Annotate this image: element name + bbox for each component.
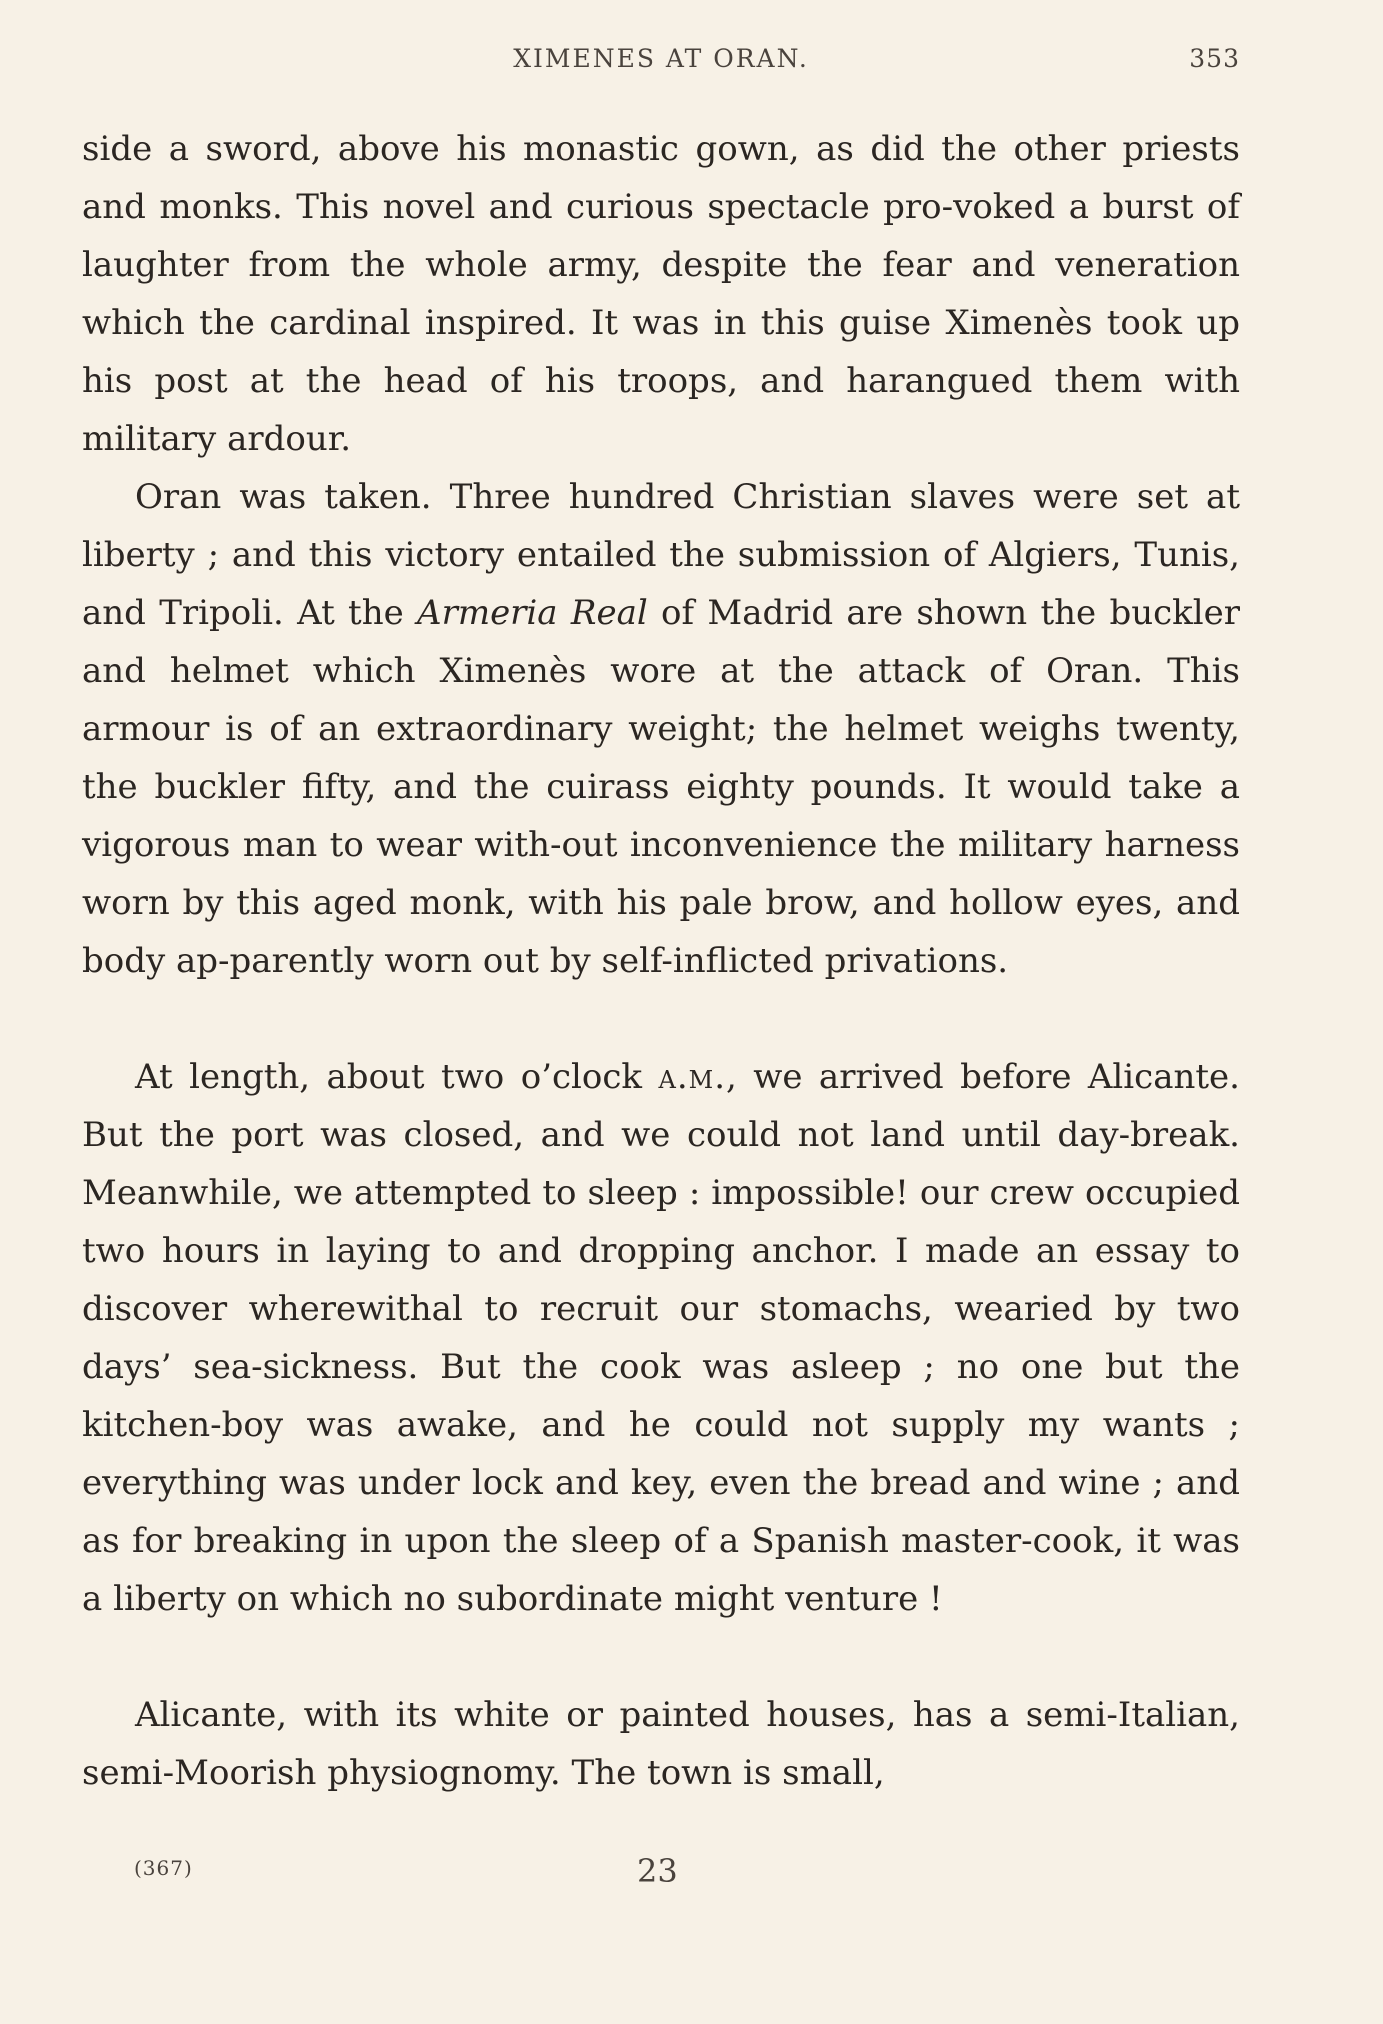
page-footer: [82, 1852, 1240, 1892]
signature-mark: (367): [134, 1856, 193, 1880]
paragraph-text: At length, about two o’clock: [135, 1057, 659, 1097]
body-text: [82, 120, 1240, 1802]
italic-title-armeria-real: Armeria Real: [417, 593, 648, 633]
paragraph-alicante-description: Alicante, with its white or painted houses, has a semi-Italian, semi-Moorish physiognomy. The town is small,: [82, 1695, 1240, 1793]
signature-number: 23: [637, 1852, 678, 1890]
page-number: 353: [1189, 44, 1240, 73]
time-abbreviation: a.m.: [658, 1057, 727, 1097]
paragraph-arrival-alicante: [82, 1048, 1240, 1628]
paragraph-text: of Madrid are shown the buckler and helmet which Ximenès wore at the attack of Oran. This armour is of an extraordinary weight; the helmet weighs twenty, the buckler fifty, and the cuirass eighty pounds. It would take a vigorous man to wear with-out inconvenience the military harness worn by this aged monk, with his pale brow, and hollow eyes, and body ap-parently worn out by self-inflicted privations.: [82, 593, 1241, 981]
paragraph-text: , we arrived before Alicante. But the port was closed, and we could not land until day-break. Meanwhile, we attempted to sleep : impossible! our crew occupied two hours in laying to and dropping anchor. I made an essay to discover wherewithal to recruit our stomachs, wearied by two days’ sea-sickness. But the cook was asleep ; no one but the kitchen-boy was awake, and he could not supply my wants ; everything was under lock and key, even the bread and wine ; and as for breaking in upon the sleep of a Spanish master-cook, it was a liberty on which no subordinate might venture !: [82, 1057, 1240, 1619]
paragraph-continuation: side a sword, above his monastic gown, as did the other priests and monks. This novel and curious spectacle pro-voked a burst of laughter from the whole army, despite the fear and veneration which the cardinal inspired. It was in this guise Ximenès took up his post at the head of his troops, and harangued them with military ardour.: [82, 129, 1240, 459]
paragraph-text: Oran was taken. Three hundred Christian slaves were set at liberty ; and this victory entailed the submission of Algiers, Tunis, and Tripoli. At the: [82, 477, 1240, 633]
running-title: XIMENES AT ORAN.: [513, 44, 809, 73]
running-head: [82, 44, 1240, 84]
paragraph-oran-taken: [82, 468, 1240, 990]
